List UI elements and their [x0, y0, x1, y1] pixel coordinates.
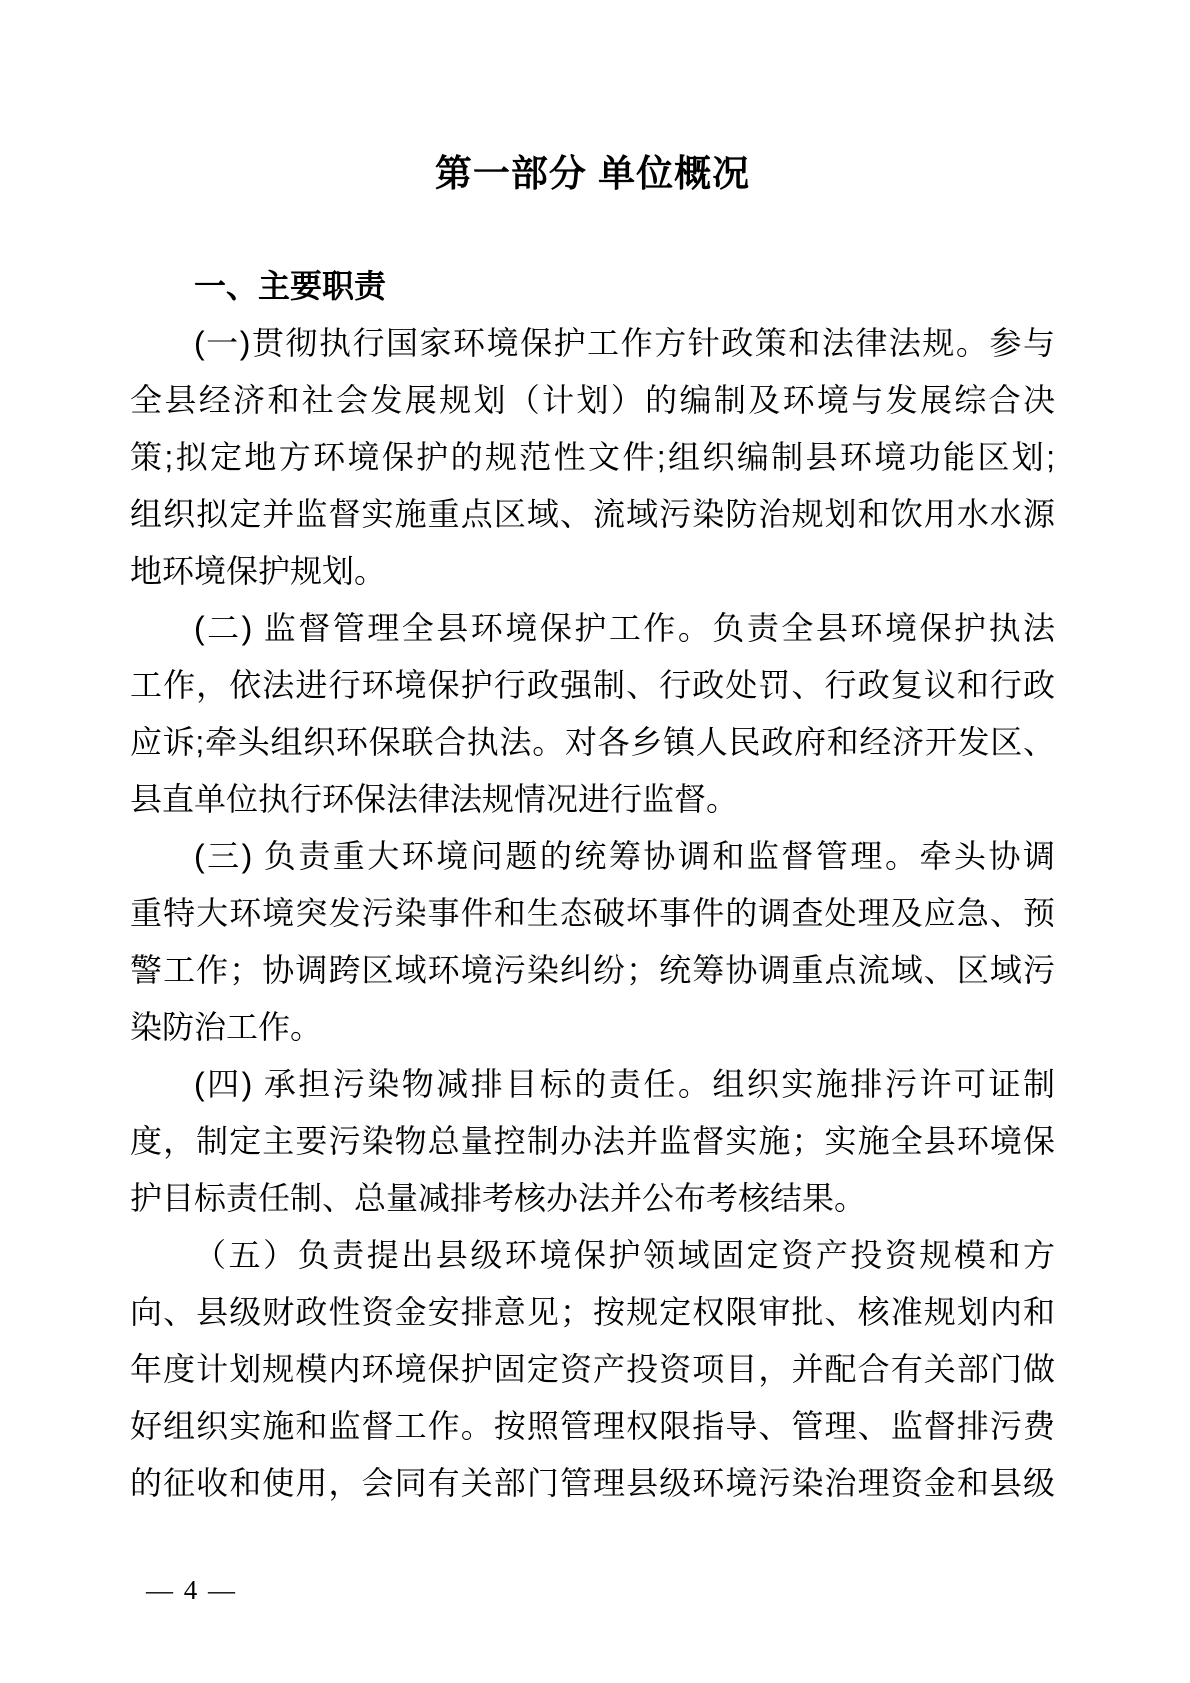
paragraph-line: 护目标责任制、总量减排考核办法并公布考核结果。 [130, 1180, 867, 1216]
paragraph-line: 的征收和使用，会同有关部门管理县级环境污染治理资金和县级 [130, 1465, 1055, 1501]
paragraph-line: 警工作；协调跨区域环境污染纠纷；统筹协调重点流域、区域污 [130, 952, 1055, 988]
paragraph-line: 染防治工作。 [130, 1009, 323, 1045]
paragraph-line: 策;拟定地方环境保护的规范性文件;组织编制县环境功能区划; [130, 439, 1055, 475]
paragraph-line: (一)贯彻执行国家环境保护工作方针政策和法律法规。参与 [194, 325, 1055, 361]
document-body [130, 315, 1055, 1512]
paragraph-line: 工作，依法进行环境保护行政强制、行政处罚、行政复议和行政 [130, 667, 1055, 703]
paragraph-line: 重特大环境突发污染事件和生态破坏事件的调查处理及应急、预 [130, 895, 1055, 931]
paragraph-line: 度，制定主要污染物总量控制办法并监督实施；实施全县环境保 [130, 1123, 1055, 1159]
paragraph-line: (四) 承担污染物减排目标的责任。组织实施排污许可证制 [194, 1066, 1055, 1102]
page-title: 第一部分 单位概况 [434, 153, 751, 194]
paragraph-line: 组织拟定并监督实施重点区域、流域污染防治规划和饮用水水源 [130, 496, 1055, 532]
paragraph-line: 县直单位执行环保法律法规情况进行监督。 [130, 781, 739, 817]
page-number: — 4 — [146, 1575, 237, 1605]
paragraph-line: 好组织实施和监督工作。按照管理权限指导、管理、监督排污费 [130, 1408, 1055, 1444]
page-content [130, 148, 1055, 1512]
paragraph-line: （五）负责提出县级环境保护领域固定资产投资规模和方 [194, 1237, 1055, 1273]
paragraph-line: 全县经济和社会发展规划（计划）的编制及环境与发展综合决 [130, 382, 1055, 418]
paragraph-line: 应诉;牵头组织环保联合执法。对各乡镇人民政府和经济开发区、 [130, 724, 1055, 760]
paragraph-line: 地环境保护规划。 [130, 553, 387, 589]
section-heading: 一、主要职责 [194, 268, 387, 304]
paragraph-line: 年度计划规模内环境保护固定资产投资项目，并配合有关部门做 [130, 1351, 1055, 1387]
paragraph-line: (三) 负责重大环境问题的统筹协调和监督管理。牵头协调 [194, 838, 1055, 874]
paragraph-line: (二) 监督管理全县环境保护工作。负责全县环境保护执法 [194, 610, 1055, 646]
paragraph-line: 向、县级财政性资金安排意见；按规定权限审批、核准规划内和 [130, 1294, 1055, 1330]
